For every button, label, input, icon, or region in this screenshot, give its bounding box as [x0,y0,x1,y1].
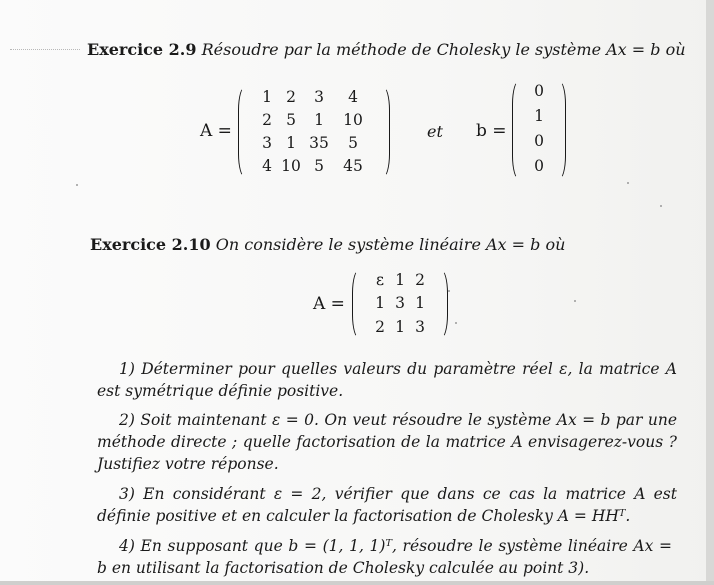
exercise-2-9-heading [87,40,686,59]
vector-b-label: b = [476,121,507,141]
scan-speck [76,184,78,186]
a210-cell: 1 [395,271,405,289]
exercise-2-10-heading [90,235,565,254]
a210-cell: 1 [375,294,385,313]
scan-speck [660,205,662,207]
exercise-2-9-text: Résoudre par la méthode de Cholesky le système [201,40,602,59]
matrix-a-label: A = [313,294,345,314]
a210-cell: 3 [395,294,405,313]
left-parenthesis [352,269,364,339]
a29-cell: 5 [286,111,296,129]
page-right-shadow [706,0,714,585]
b29-cell: 0 [534,132,544,150]
b29-cell: 1 [534,107,544,125]
exercise-2-9-number: Exercice 2.9 [87,40,197,59]
question-2: 2) Soit maintenant ε = 0. On veut résoudre le système Ax = b par une méthode directe ; quelle factorisation de la matrice A envisagerez-vous ? Justifiez votre réponse. [97,411,677,473]
matrix-a-29-grid [250,86,378,178]
a29-cell: 1 [314,111,324,129]
a29-cell: 3 [262,134,272,152]
question-1: 1) Déterminer pour quelles valeurs du paramètre réel ε, la matrice A est symétrique définie positive. [97,360,677,400]
exercise-2-10-number: Exercice 2.10 [90,235,211,254]
scan-speck [455,322,457,324]
a29-cell: 10 [281,157,301,175]
b29-cell: 0 [534,157,544,175]
exercise-2-9-equation: Ax = b [606,40,661,59]
scan-dotted-line [10,49,80,50]
a210-cell: 1 [395,317,405,336]
left-parenthesis [238,86,250,178]
conjunction-et: et [427,122,443,141]
a210-cell: 2 [415,271,425,289]
a29-cell: 1 [262,88,272,106]
exercise-2-10-text: On considère le système linéaire [215,235,481,254]
a29-cell: 5 [314,157,324,175]
right-parenthesis [436,269,448,339]
a29-cell: 2 [286,88,296,106]
a29-cell: 35 [309,134,329,152]
page-bottom-shadow [0,581,714,585]
matrix-a-29 [238,86,390,178]
scan-speck [448,290,450,292]
a29-cell: 4 [262,157,272,175]
exercise-2-10-tail: où [545,235,566,254]
left-parenthesis [512,80,524,180]
matrix-a-210 [352,269,448,339]
a29-cell: 45 [343,157,363,175]
a29-cell: 4 [348,88,358,106]
scan-speck [627,182,629,184]
a29-cell: 10 [343,111,363,129]
right-parenthesis [554,80,566,180]
matrix-a-210-grid [364,269,436,339]
matrix-a-label: A = [200,121,232,141]
question-3: 3) En considérant ε = 2, vérifier que dans ce cas la matrice A est définie positive et en calculer la factorisation de Cholesky A = HHᵀ. [97,485,677,525]
right-parenthesis [378,86,390,178]
vector-b-29-grid [524,80,554,180]
a29-cell: 5 [348,134,358,152]
a210-cell: ε [375,271,385,289]
exercise-2-9-tail: où [665,40,686,59]
b29-cell: 0 [534,82,544,100]
a210-cell: 3 [415,317,425,336]
a29-cell: 1 [286,134,296,152]
scan-speck [574,300,576,302]
a210-cell: 1 [415,294,425,313]
a29-cell: 3 [314,88,324,106]
a210-cell: 2 [375,317,385,336]
vector-b-29 [512,80,566,180]
a29-cell: 2 [262,111,272,129]
exercise-2-10-equation: Ax = b [486,235,541,254]
question-4: 4) En supposant que b = (1, 1, 1)ᵀ, résoudre le système linéaire Ax = b en utilisant la factorisation de Cholesky calculée au point 3). [97,537,672,577]
